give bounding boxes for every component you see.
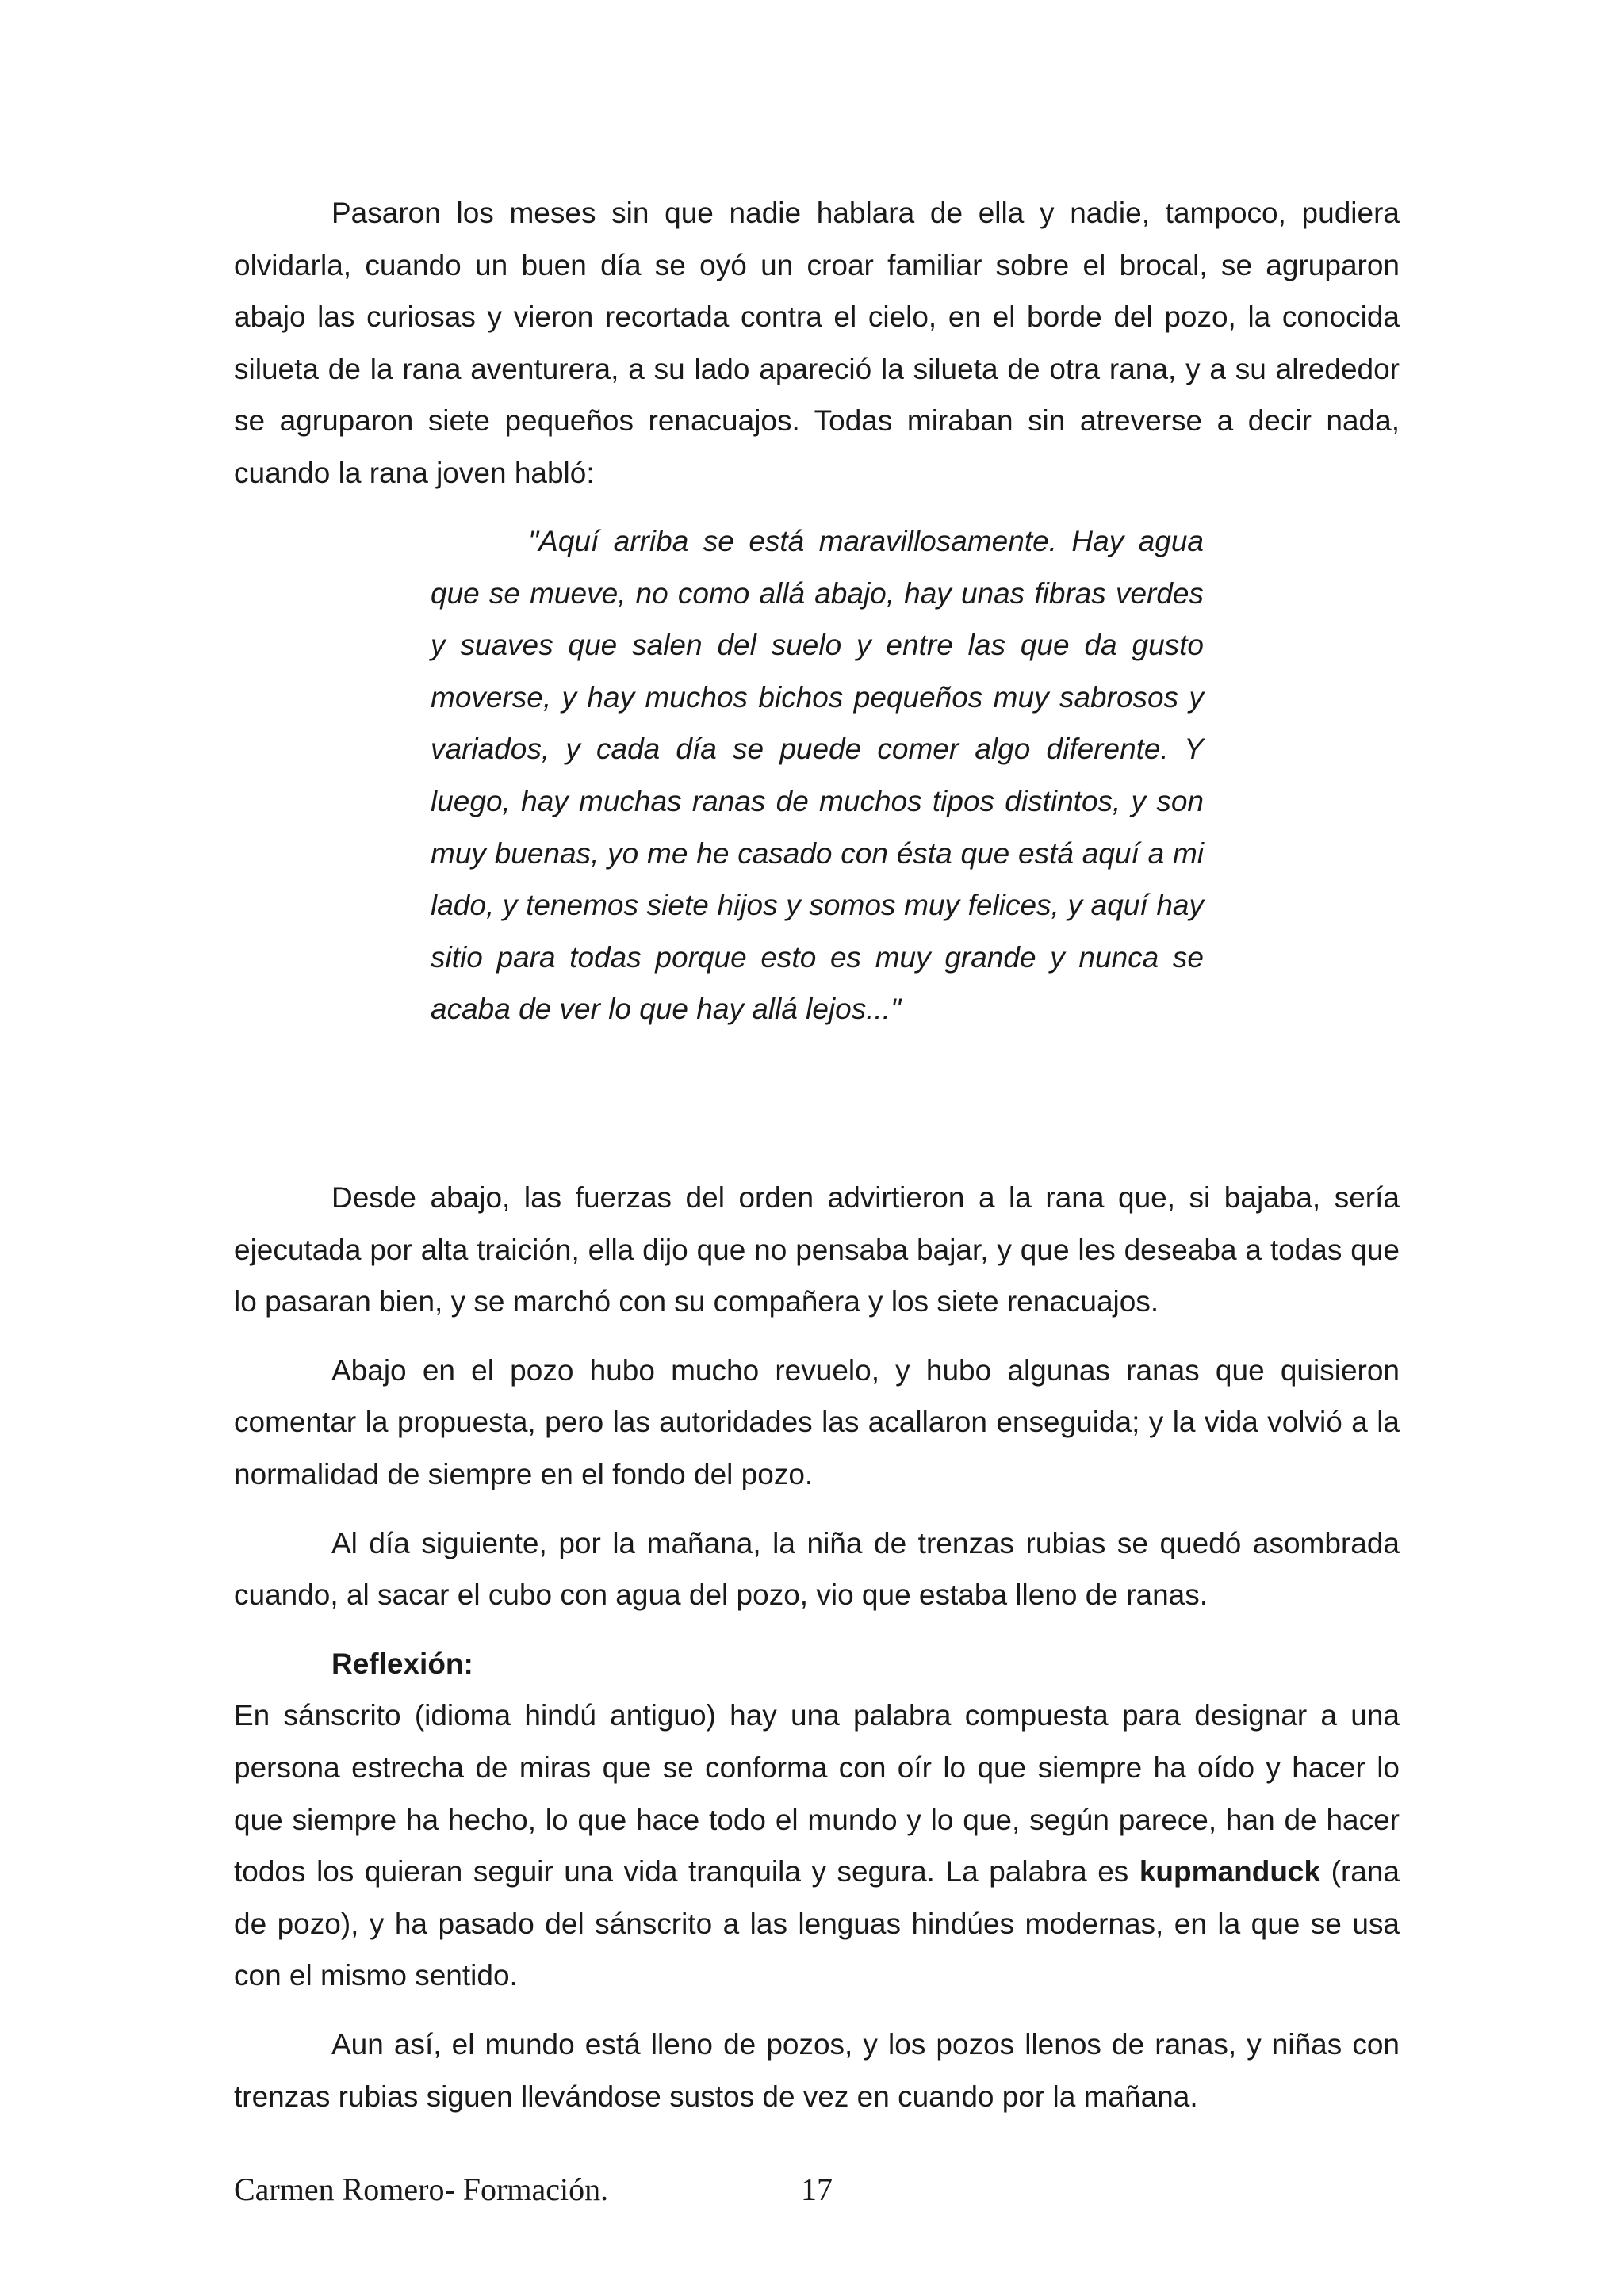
frog-quote: "Aquí arriba se está maravillosamente. Hay agua que se mueve, no como allá abajo, hay unas fibras verdes y suaves que salen del suelo y entre las que da gusto moverse, y hay muchos bichos pequeños muy sabrosos y variados, y cada día se puede comer algo diferente. Y luego, hay muchas ranas de muchos tipos distintos, y son muy buenas, yo me he casado con ésta que está aquí a mi lado, y tenemos siete hijos y somos muy felices, y aquí hay sitio para todas porque esto es muy grande y nunca se acaba de ver lo que hay allá lejos..." [431, 525, 1204, 1026]
paragraph-5-text-end: (rana de pozo), y ha pasado del sánscrito a las lenguas hindúes modernas, en la que se usa con el mismo sentido. [234, 1855, 1400, 1992]
reflection-heading: Reflexión: [331, 1647, 473, 1680]
footer-author: Carmen Romero- Formación. [234, 2172, 609, 2207]
text-block-bottom [234, 1172, 1400, 2122]
text-block-top [234, 187, 1400, 499]
paragraph-2: Desde abajo, las fuerzas del orden advirtieron a la rana que, si bajaba, sería ejecutada por alta traición, ella dijo que no pensaba bajar, y que les deseaba a todas que lo pasaran bien, y se marchó con su compañera y los siete renacuajos. [234, 1181, 1400, 1318]
kupmanduck-term: kupmanduck [1139, 1855, 1321, 1888]
paragraph-6: Aun así, el mundo está lleno de pozos, y los pozos llenos de ranas, y niñas con trenzas rubias siguen llevándose sustos de vez en cuando por la mañana. [234, 2027, 1400, 2113]
paragraph-1: Pasaron los meses sin que nadie hablara de ella y nadie, tampoco, pudiera olvidarla, cuando un buen día se oyó un croar familiar sobre el brocal, se agruparon abajo las curiosas y vieron recortada contra el cielo, en el borde del pozo, la conocida silueta de la rana aventurera, a su lado apareció la silueta de otra rana, y a su alrededor se agruparon siete pequeños renacuajos. Todas miraban sin atreverse a decir nada, cuando la rana joven habló: [234, 197, 1400, 489]
paragraph-5 [234, 1689, 1400, 2002]
frog-quote-block [431, 515, 1204, 1035]
paragraph-5-text-start: En sánscrito (idioma hindú antiguo) hay una palabra compuesta para designar a una persona estrecha de miras que se conforma con oír lo que siempre ha oído y hacer lo que siempre ha hecho, lo que hace todo el mundo y lo que, según parece, han de hacer todos los quieran seguir una vida tranquila y segura. La palabra es [234, 1699, 1400, 1888]
paragraph-4: Al día siguiente, por la mañana, la niña de trenzas rubias se quedó asombrada cuando, al sacar el cubo con agua del pozo, vio que estaba lleno de ranas. [234, 1526, 1400, 1612]
paragraph-3: Abajo en el pozo hubo mucho revuelo, y hubo algunas ranas que quisieron comentar la propuesta, pero las autoridades las acallaron enseguida; y la vida volvió a la normalidad de siempre en el fondo del pozo. [234, 1353, 1400, 1490]
page-number: 17 [801, 2172, 833, 2207]
